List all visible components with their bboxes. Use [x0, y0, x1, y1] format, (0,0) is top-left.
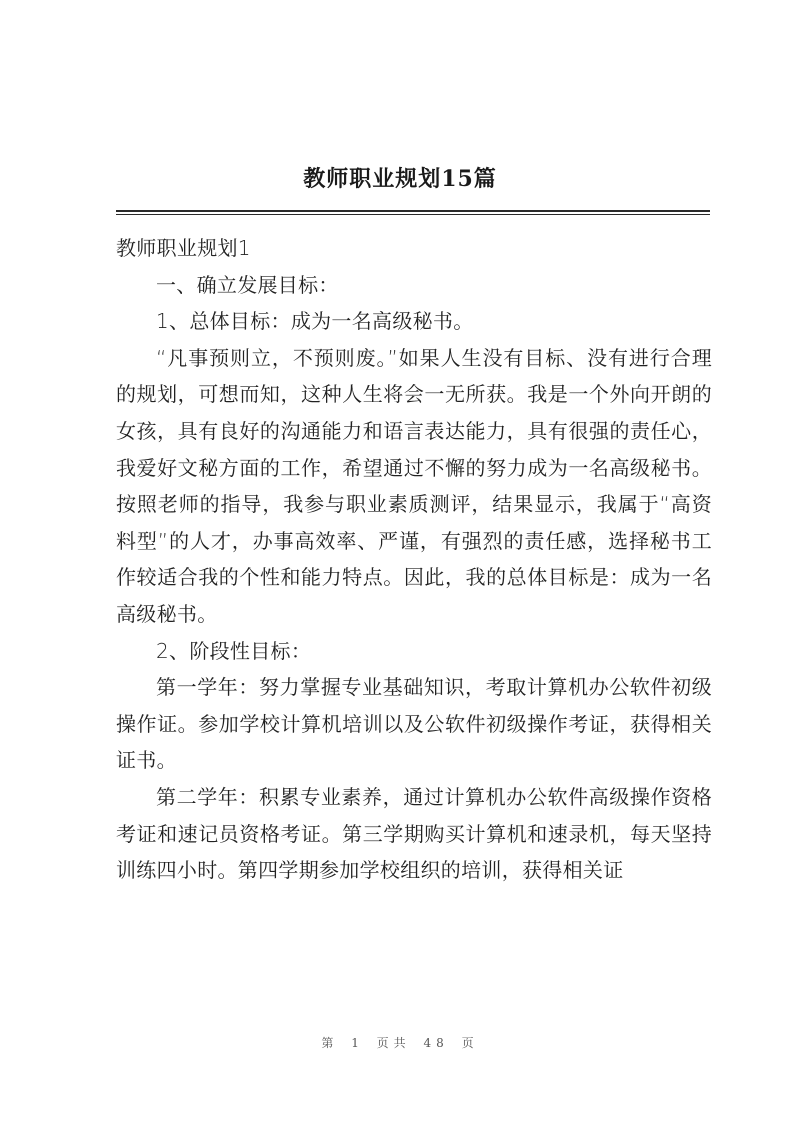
paragraph-3: “凡事预则立，不预则废。”如果人生没有目标、没有进行合理的规划，可想而知，这种人生将会一无所获。我是一个外向开朗的女孩，具有良好的沟通能力和语言表达能力，具有很强的责任心，我爱好文秘方面的工作，希望通过不懈的努力成为一名高级秘书。按照老师的指导，我参与职业素质测评，结果显示，我属于“高资料型”的人才，办事高效率、严谨，有强烈的责任感，选择秘书工作较适合我的个性和能力特点。因此，我的总体目标是：成为一名高级秘书。	[116, 345, 712, 626]
section-title: 教师职业规划1	[116, 236, 251, 260]
footer-prefix: 第	[321, 1036, 339, 1050]
title-divider-thin	[116, 214, 710, 215]
paragraph-2: 1、总体目标：成为一名高级秘书。	[156, 309, 474, 334]
document-body	[116, 230, 712, 889]
paragraph-6: 第二学年：积累专业素养，通过计算机办公软件高级操作资格考证和速记员资格考证。第三学期购买计算机和速录机，每天坚持训练四小时。第四学期参加学校组织的培训，获得相关证	[116, 784, 712, 883]
paragraph-4: 2、阶段性目标：	[156, 638, 312, 663]
document-title: 教师职业规划15篇	[303, 166, 497, 192]
paragraph-1: 一、确立发展目标：	[156, 272, 339, 297]
paragraph-5: 第一学年：努力掌握专业基础知识，考取计算机办公软件初级操作证。参加学校计算机培训以及公软件初级操作考证，获得相关证书。	[116, 675, 712, 773]
footer-mid: 页共	[376, 1036, 411, 1050]
page-footer	[0, 1034, 800, 1051]
footer-current-page: 1	[351, 1036, 364, 1050]
footer-suffix: 页	[461, 1036, 479, 1050]
footer-total-pages: 48	[423, 1036, 449, 1050]
title-divider	[116, 210, 710, 212]
